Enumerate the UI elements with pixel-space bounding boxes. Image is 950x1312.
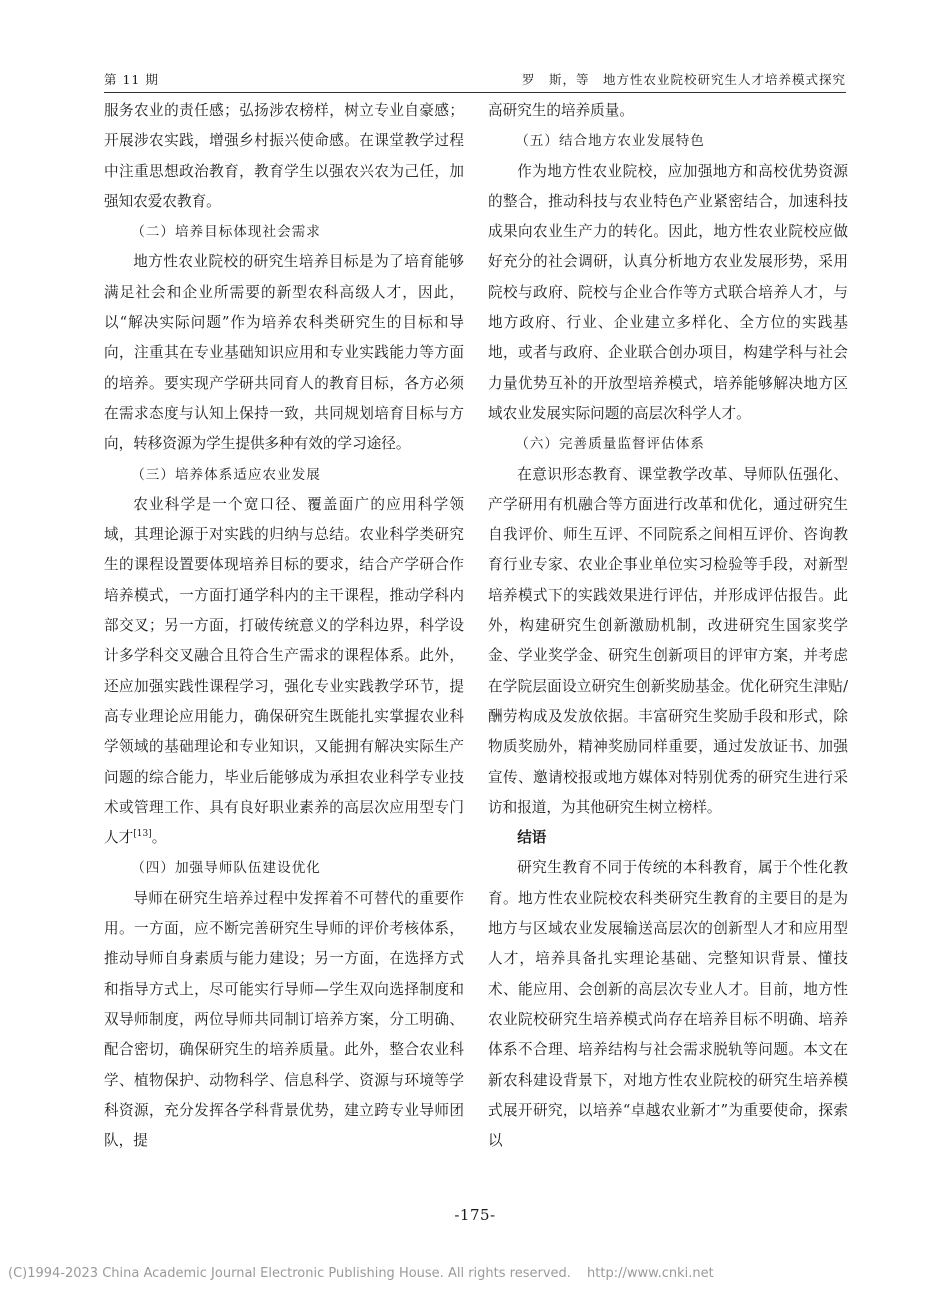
subsection-heading: （六）完善质量监督评估体系 xyxy=(515,436,705,453)
subsection-heading: （四）加强导师队伍建设优化 xyxy=(131,860,321,877)
paragraph-tail: 。 xyxy=(151,829,167,847)
subsection-heading: （二）培养目标体现社会需求 xyxy=(131,224,321,241)
subsection-heading: （五）结合地方农业发展特色 xyxy=(515,133,705,150)
citation-ref[interactable]: [13] xyxy=(133,829,152,840)
paragraph: 地方性农业院校的研究生培养目标是为了培育能够满足社会和企业所需要的新型农科高级人才，因此，以“解决实际问题”作为培养农科类研究生的目标和导向，注重其在专业基础知识应用和专业实践能力等方面的培养。要实现产学研共同育人的教育目标，各方必须在需求态度与认知上保持一致，共同规划培育目标与方向，转移资源为学生提供多种有效的学习途径。 xyxy=(104,253,464,453)
running-header xyxy=(104,66,846,93)
page-number: -175- xyxy=(454,1206,496,1224)
left-column xyxy=(104,96,464,1156)
section-heading: 结语 xyxy=(517,829,547,847)
paragraph: 在意识形态教育、课堂教学改革、导师队伍强化、产学研用有机融合等方面进行改革和优化，通过研究生自我评价、师生互评、不同院系之间相互评价、咨询教育行业专家、农业企事业单位实习检验等手段，对新型培养模式下的实践效果进行评估，并形成评估报告。此外，构建研究生创新激励机制，改进研究生国家奖学金、学业奖学金、研究生创新项目的评审方案，并考虑在学院层面设立研究生创新奖励基金。优化研究生津贴/酬劳构成及发放依据。丰富研究生奖励手段和形式，除物质奖励外，精神奖励同样重要，通过发放证书、加强宣传、邀请校报或地方媒体对特别优秀的研究生进行采访和报道，为其他研究生树立榜样。 xyxy=(488,465,848,816)
paragraph: 导师在研究生培养过程中发挥着不可替代的重要作用。一方面，应不断完善研究生导师的评价考核体系，推动导师自身素质与能力建设；另一方面，在选择方式和指导方式上，尽可能实行导师—学生双向选择制度和双导师制度，两位导师共同制订培养方案，分工明确、配合密切，确保研究生的培养质量。此外，整合农业科学、植物保护、动物科学、信息科学、资源与环境等学科资源，充分发挥各学科背景优势，建立跨专业导师团队，提 xyxy=(104,889,464,1150)
paragraph: 服务农业的责任感；弘扬涉农榜样，树立专业自豪感；开展涉农实践，增强乡村振兴使命感。在课堂教学过程中注重思想政治教育，教育学生以强农兴农为己任，加强知农爱农教育。 xyxy=(104,102,464,210)
running-title: 罗 斯，等 地方性农业院校研究生人才培养模式探究 xyxy=(521,72,846,87)
right-column xyxy=(488,96,848,1156)
footer-url[interactable]: http://www.cnki.net xyxy=(587,1266,714,1281)
paragraph: 作为地方性农业院校，应加强地方和高校优势资源的整合，推动科技与农业特色产业紧密结合，加速科技成果向农业生产力的转化。因此，地方性农业院校应做好充分的社会调研，认真分析地方农业发展形势，采用院校与政府、院校与企业合作等方式联合培养人才，与地方政府、行业、企业建立多样化、全方位的实践基地，或者与政府、企业联合创办项目，构建学科与社会力量优势互补的开放型培养模式，培养能够解决地方区域农业发展实际问题的高层次科学人才。 xyxy=(488,162,848,422)
paragraph xyxy=(104,490,464,854)
subsection-heading: （三）培养体系适应农业发展 xyxy=(131,466,321,483)
copyright-footer xyxy=(8,1266,948,1281)
paragraph: 高研究生的培养质量。 xyxy=(488,102,634,119)
paragraph-text: 农业科学是一个宽口径、覆盖面广的应用科学领域，其理论源于对实践的归纳与总结。农业科学类研究生的课程设置要体现培养目标的要求，结合产学研合作培养模式，一方面打通学科内的主干课程，推动学科内部交叉；另一方面，打破传统意义的学科边界，科学设计多学科交叉融合且符合生产需求的课程体系。此外，还应加强实践性课程学习，强化专业实践教学环节，提高专业理论应用能力，确保研究生既能扎实掌握农业科学领域的基础理论和专业知识，又能拥有解决实际生产问题的综合能力，毕业后能够成为承担农业科学专业技术或管理工作、具有良好职业素养的高层次应用型专门人才 xyxy=(104,495,464,847)
copyright-text: (C)1994-2023 China Academic Journal Electronic Publishing House. All rights reserved. xyxy=(8,1266,571,1281)
paragraph: 研究生教育不同于传统的本科教育，属于个性化教育。地方性农业院校农科类研究生教育的主要目的是为地方与区域农业发展输送高层次的创新型人才和应用型人才，培养具备扎实理论基础、完整知识背景、懂技术、能应用、会创新的高层次专业人才。目前，地方性农业院校研究生培养模式尚存在培养目标不明确、培养体系不合理、培养结构与社会需求脱轨等问题。本文在新农科建设背景下，对地方性农业院校的研究生培养模式展开研究，以培养“卓越农业新才”为重要使命，探索以 xyxy=(488,859,848,1150)
issue-label: 第 11 期 xyxy=(104,72,159,87)
